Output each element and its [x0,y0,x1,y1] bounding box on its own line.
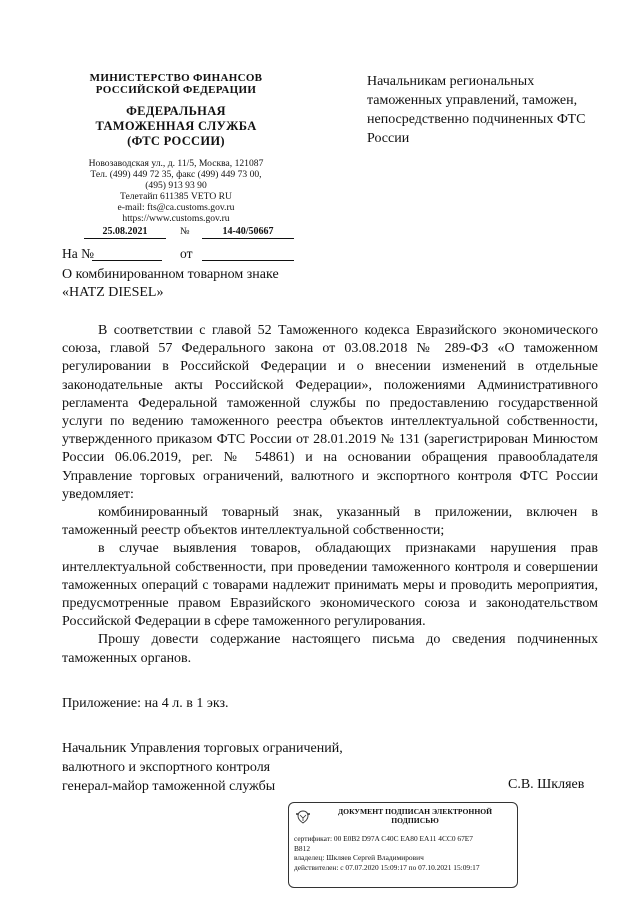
reference-number-blank [92,260,162,261]
service-name [62,104,290,149]
number-sign: № [180,226,190,237]
position-line: валютного и экспортного контроля [62,760,271,775]
ministry-name [62,72,290,96]
attachment-note: Приложение: на 4 л. в 1 экз. [62,696,229,711]
owner-line: владелец: Шкляев Сергей Владимирович [294,853,424,863]
teletype-line: Телетайп 611385 VETO RU [120,191,232,202]
registration-line [62,226,294,240]
document-date: 25.08.2021 [102,226,148,237]
stamp-title [315,808,515,825]
website-line: https://www.customs.gov.ru [122,213,230,224]
reference-number-label: На № [62,246,94,261]
certificate-line: сертификат: 00 E0B2 D97A C40C EA80 EA11 4CC0 67E7 [294,834,474,843]
body-paragraph: Прошу довести содержание настоящего письма до сведения подчиненных таможенных органов. [62,632,598,666]
stamp-title-line: ДОКУМЕНТ ПОДПИСАН ЭЛЕКТРОННОЙ [337,807,493,816]
contact-block [62,158,290,224]
date-underline [84,238,166,239]
position-line: Начальник Управления торговых ограничений, [62,741,343,756]
reference-date-blank [202,260,294,261]
addressee-block: Начальникам региональных таможенных управлений, таможен, непосредственно подчиненных ФТС России [367,74,586,146]
service-line: ТАМОЖЕННАЯ СЛУЖБА [95,119,257,133]
document-number: 14-40/50667 [222,226,274,237]
electronic-signature-stamp [288,802,518,888]
validity-line: действителен: с 07.07.2020 15:09:17 по 07.10.2021 15:09:17 [294,862,480,872]
email-line: e-mail: fts@ca.customs.gov.ru [117,202,235,213]
ministry-line: РОССИЙСКОЙ ФЕДЕРАЦИИ [95,84,257,96]
stamp-title-line: ПОДПИСЬЮ [391,815,439,825]
service-line: ФЕДЕРАЛЬНАЯ [126,104,226,118]
number-underline [202,238,294,239]
reference-date-label: от [180,246,193,261]
letter-body [62,322,598,668]
body-paragraph: в случае выявления товаров, обладающих признаками нарушения прав интеллектуальной собственности, при проведении таможенного контроля и совершении таможенных операций с товарами надлежит принимать меры и проводить мероприятия, предусмотренные правом Евразийского экономического союза и законодательством Российской Федерации в сфере таможенного регулирования. [62,541,598,630]
service-line: (ФТС РОССИИ) [127,134,225,148]
certificate-line: B812 [294,843,311,853]
signatory-position [62,739,362,796]
ministry-line: МИНИСТЕРСТВО ФИНАНСОВ [89,72,263,84]
letterhead [62,72,290,224]
phone-line: (495) 913 93 90 [145,180,207,191]
phone-line: Тел. (499) 449 72 35, факс (499) 449 73 00, [90,169,262,180]
address-line: Новозаводская ул., д. 11/5, Москва, 121087 [88,158,264,169]
signatory-name: С.В. Шкляев [508,777,585,792]
subject-line [62,266,362,302]
body-paragraph: комбинированный товарный знак, указанный в приложении, включен в таможенный реестр объектов интеллектуальной собственности; [62,505,598,539]
stamp-details [294,834,514,872]
subject-text: О комбинированном товарном знаке [62,267,279,282]
position-line: генерал-майор таможенной службы [62,779,276,794]
body-paragraph: В соответствии с главой 52 Таможенного кодекса Евразийского экономического союза, главой 57 Федерального закона от 03.08.2018 № 289-ФЗ «О таможенном регулировании в Российской Федерации и о внесении изменений в отдельные законодательные акты Российской Федерации», положениями Административного регламента Федеральной таможенной службы по предоставлению государственной услуги по ведению таможенного реестра объектов интеллектуальной собственности, утвержденного приказом ФТС России от 28.01.2019 № 131 (зарегистрирован Минюстом России 06.06.2019, рег. № 54861) и на основании обращения правообладателя Управление торговых ограничений, валютного и экспортного контроля ФТС России уведомляет: [62,323,598,502]
reference-line [62,246,294,264]
emblem-icon [294,809,312,825]
subject-text: «HATZ DIESEL» [62,285,164,300]
